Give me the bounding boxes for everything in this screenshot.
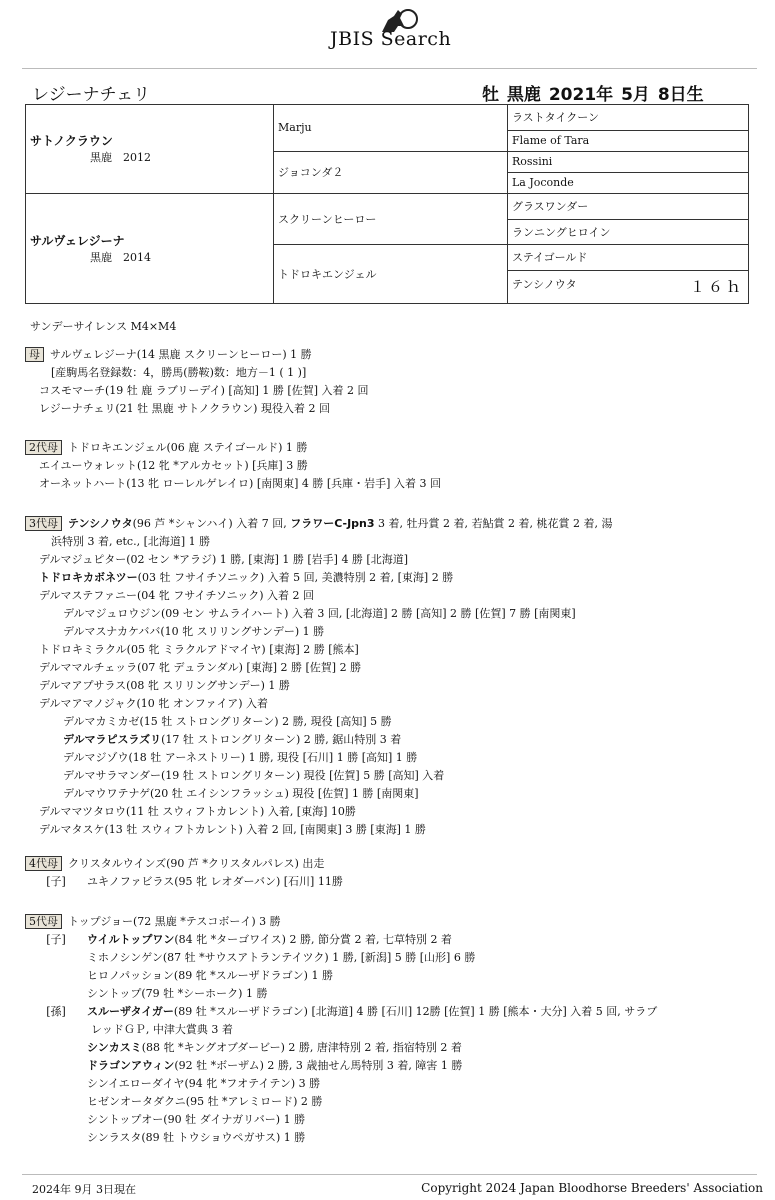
record-text: (03 牡 フサイチソニック) 入着 5 回, 美濃特別 2 着, [東海] 2 勝 xyxy=(137,571,454,584)
relation-label: [子] xyxy=(46,875,66,888)
record-text: 浜特別 3 着, etc., [北海道] 1 勝 xyxy=(51,535,211,548)
family-row xyxy=(25,400,755,418)
sire-detail: 黒鹿 2012 xyxy=(90,151,151,165)
family-row xyxy=(25,641,755,659)
record-text: デルマウワテナゲ(20 牡 エイシンフラッシュ) 現役 [佐賀] 1 勝 [南関東] xyxy=(63,787,419,800)
family-row xyxy=(25,785,755,803)
family-row xyxy=(25,1075,755,1093)
pedigree-g2-cell[interactable]: Marju xyxy=(274,105,508,152)
family-row xyxy=(25,475,755,493)
record-text: (84 牝 *ターゴワイス) 2 勝, 節分賞 2 着, 七草特別 2 着 xyxy=(174,933,452,946)
family-row xyxy=(25,382,755,400)
generation-label: 3代母 xyxy=(25,516,62,531)
horse-name: レジーナチェリ xyxy=(32,85,151,105)
family-row xyxy=(25,533,755,551)
record-text: シンラスタ(89 牡 トウショウペガサス) 1 勝 xyxy=(87,1131,306,1144)
family-row xyxy=(25,949,755,967)
generation-count: １６ｈ xyxy=(689,278,744,297)
as-of-date: 2024年 9月 3日現在 xyxy=(32,1183,136,1196)
pedigree-table xyxy=(25,104,749,304)
sire-name[interactable]: サトノクラウン xyxy=(30,134,113,149)
logo-text: JBIS Search xyxy=(330,28,452,50)
record-text: オーネットハート(13 牝 ローレルゲレイロ) [南関東] 4 勝 [兵庫・岩手] 入着 3 回 xyxy=(39,477,441,490)
record-text: コスモマーチ(19 牡 鹿 ラブリーデイ) [高知] 1 勝 [佐賀] 入着 2 回 xyxy=(39,384,369,397)
record-text: シンイエローダイヤ(94 牝 *フオテイテン) 3 勝 xyxy=(87,1077,321,1090)
family-row xyxy=(25,346,755,364)
record-text: レッドＧＰ, 中津大賞典 3 着 xyxy=(91,1023,233,1036)
horse-link[interactable]: スルーザタイガー xyxy=(87,1005,174,1018)
record-text: [産駒馬名登録数：4，勝馬(勝鞍)数：地方－1 ( 1 )] xyxy=(51,366,307,379)
record-text: デルマジュピター(02 セン *アラジ) 1 勝, [東海] 1 勝 [岩手] 4 勝 [北海道] xyxy=(39,553,409,566)
family-section xyxy=(25,515,755,839)
record-text: ミホノシンゲン(87 牡 *サウスアトランテイツク) 1 勝, [新潟] 5 勝 [山形] 6 勝 xyxy=(87,951,476,964)
family-row xyxy=(25,731,755,749)
record-text: レジーナチェリ(21 牡 黒鹿 サトノクラウン) 現役入着 2 回 xyxy=(39,402,330,415)
record-text: デルマアマノジャク(10 牝 オンファイア) 入着 xyxy=(39,697,268,710)
pedigree-g3-cell[interactable]: ステイゴールド xyxy=(508,245,749,271)
dam-name[interactable]: サルヴェレジーナ xyxy=(30,233,125,248)
pedigree-g3-cell[interactable]: グラスワンダー xyxy=(508,193,749,219)
family-row xyxy=(25,515,755,533)
pedigree-g3-cell[interactable]: ランニングヒロイン xyxy=(508,219,749,245)
record-text: ヒロノパッション(89 牝 *スルーザドラゴン) 1 勝 xyxy=(87,969,333,982)
inbreeding-note: サンデーサイレンス M4×M4 xyxy=(30,320,177,333)
family-section xyxy=(25,346,755,418)
family-row xyxy=(25,873,755,891)
record-text: デルマカミカゼ(15 牡 ストロングリターン) 2 勝, 現役 [高知] 5 勝 xyxy=(63,715,392,728)
record-text: エイユーウォレット(12 牝 *アルカセット) [兵庫] 3 勝 xyxy=(39,459,308,472)
family-row xyxy=(25,659,755,677)
family-row xyxy=(25,1057,755,1075)
horse-link[interactable]: デルマラピスラズリ xyxy=(63,733,162,746)
family-row xyxy=(25,1111,755,1129)
pedigree-g3-cell[interactable]: Flame of Tara xyxy=(508,130,749,151)
family-row xyxy=(25,803,755,821)
family-section xyxy=(25,855,755,891)
family-row xyxy=(25,713,755,731)
pedigree-g3-cell[interactable]: Rossini xyxy=(508,151,749,172)
record-text: トドロキミラクル(05 牝 ミラクルアドマイヤ) [東海] 2 勝 [熊本] xyxy=(39,643,359,656)
header-divider xyxy=(22,68,757,69)
jbis-logo[interactable] xyxy=(330,6,460,54)
family-row xyxy=(25,1093,755,1111)
record-text: サルヴェレジーナ(14 黒鹿 スクリーンヒーロー) 1 勝 xyxy=(50,348,312,361)
family-row xyxy=(25,695,755,713)
family-row xyxy=(25,1039,755,1057)
record-text: デルマジゾウ(18 牡 アーネストリー) 1 勝, 現役 [石川] 1 勝 [高知] 1 勝 xyxy=(63,751,418,764)
family-row xyxy=(25,623,755,641)
record-text: クリスタルウインズ(90 芦 *クリスタルパレス) 出走 xyxy=(68,857,325,870)
family-row xyxy=(25,913,755,931)
record-text: シントップ(79 牡 *シーホーク) 1 勝 xyxy=(87,987,268,1000)
record-text: シントップオー(90 牡 ダイナガリバー) 1 勝 xyxy=(87,1113,306,1126)
pedigree-g3-cell[interactable]: La Joconde xyxy=(508,172,749,193)
pedigree-g3-cell[interactable] xyxy=(508,270,749,303)
family-row xyxy=(25,1129,755,1147)
record-text: 3 着, 牡丹賞 2 着, 若鮎賞 2 着, 桃花賞 2 着, 湯 xyxy=(374,517,613,530)
sire-cell xyxy=(26,105,274,194)
family-row xyxy=(25,931,755,949)
family-row xyxy=(25,855,755,873)
pedigree-g2-cell[interactable]: スクリーンヒーロー xyxy=(274,193,508,244)
record-text: デルママルチェッラ(07 牝 デュランダル) [東海] 2 勝 [佐賀] 2 勝 xyxy=(39,661,362,674)
record-text: デルママツタロウ(11 牡 スウィフトカレント) 入着, [東海] 10勝 xyxy=(39,805,356,818)
pedigree-g2-cell[interactable]: トドロキエンジェル xyxy=(274,245,508,304)
pedigree-g3-name[interactable]: テンシノウタ xyxy=(512,278,577,292)
family-row xyxy=(25,767,755,785)
dam-cell xyxy=(26,193,274,303)
family-row xyxy=(25,967,755,985)
record-text: (17 牡 ストロングリターン) 2 勝, 鋸山特別 3 着 xyxy=(161,733,402,746)
family-row xyxy=(25,749,755,767)
pedigree-g2-cell[interactable]: ジョコンダ２ xyxy=(274,151,508,193)
family-row xyxy=(25,364,755,382)
family-row xyxy=(25,677,755,695)
relation-label: [子] xyxy=(46,933,66,946)
horse-link[interactable]: テンシノウタ xyxy=(68,517,133,530)
pedigree-g3-cell[interactable]: ラストタイクーン xyxy=(508,105,749,131)
generation-label: 2代母 xyxy=(25,440,62,455)
family-row xyxy=(25,587,755,605)
horse-link[interactable]: フラワーC-Jpn3 xyxy=(290,517,375,530)
record-text: デルマスナカケババ(10 牝 スリリングサンデー) 1 勝 xyxy=(63,625,325,638)
family-row xyxy=(25,457,755,475)
record-text: デルマアプサラス(08 牝 スリリングサンデー) 1 勝 xyxy=(39,679,290,692)
family-section xyxy=(25,439,755,493)
record-text: デルマステファニー(04 牝 フサイチソニック) 入着 2 回 xyxy=(39,589,314,602)
family-row xyxy=(25,985,755,1003)
record-text: トップジョー(72 黒鹿 *テスコボーイ) 3 勝 xyxy=(68,915,281,928)
record-text: トドロキエンジェル(06 鹿 ステイゴールド) 1 勝 xyxy=(68,441,308,454)
family-row xyxy=(25,821,755,839)
horse-link[interactable]: シンカスミ xyxy=(87,1041,142,1054)
horse-link[interactable]: ウイルトップワン xyxy=(87,933,175,946)
footer-divider xyxy=(22,1174,757,1175)
record-text: デルマタスケ(13 牡 スウィフトカレント) 入着 2 回, [南関東] 3 勝 [東海] 1 勝 xyxy=(39,823,426,836)
record-text: デルマジュロウジン(09 セン サムライハート) 入着 3 回, [北海道] 2 勝 [高知] 2 勝 [佐賀] 7 勝 [南関東] xyxy=(63,607,576,620)
generation-label: 4代母 xyxy=(25,856,62,871)
family-row xyxy=(25,1021,755,1039)
family-row xyxy=(25,1003,755,1021)
record-text: (96 芦 *シャンハイ) 入着 7 回, xyxy=(132,517,291,530)
generation-label: 5代母 xyxy=(25,914,62,929)
relation-label: [孫] xyxy=(46,1005,66,1018)
family-row xyxy=(25,569,755,587)
record-text: ヒゼンオータダクニ(95 牡 *アレミロード) 2 勝 xyxy=(87,1095,323,1108)
family-section xyxy=(25,913,755,1147)
horse-info: 牡 黒鹿 2021年 5月 8日生 xyxy=(482,85,704,105)
record-text: ユキノファビラス(95 牝 レオダーバン) [石川] 11勝 xyxy=(87,875,343,888)
dam-detail: 黒鹿 2014 xyxy=(90,250,151,264)
record-text: (88 牝 *キングオブダービー) 2 勝, 唐津特別 2 着, 指宿特別 2 着 xyxy=(141,1041,462,1054)
generation-label: 母 xyxy=(25,347,44,362)
record-text: デルマサラマンダー(19 牡 ストロングリターン) 現役 [佐賀] 5 勝 [高知] 入着 xyxy=(63,769,445,782)
family-row xyxy=(25,439,755,457)
record-text: (89 牡 *スルーザドラゴン) [北海道] 4 勝 [石川] 12勝 [佐賀] 1 勝 [熊本・大分] 入着 5 回, サラブ xyxy=(173,1005,658,1018)
family-row xyxy=(25,605,755,623)
family-row xyxy=(25,551,755,569)
record-text: (92 牡 *ボーザム) 2 勝, 3 歳抽せん馬特別 3 着, 障害 1 勝 xyxy=(174,1059,463,1072)
copyright: Copyright 2024 Japan Bloodhorse Breeders' Association xyxy=(421,1181,763,1195)
horse-link[interactable]: トドロキカボネツー xyxy=(39,571,138,584)
horse-link[interactable]: ドラゴンアウィン xyxy=(87,1059,175,1072)
